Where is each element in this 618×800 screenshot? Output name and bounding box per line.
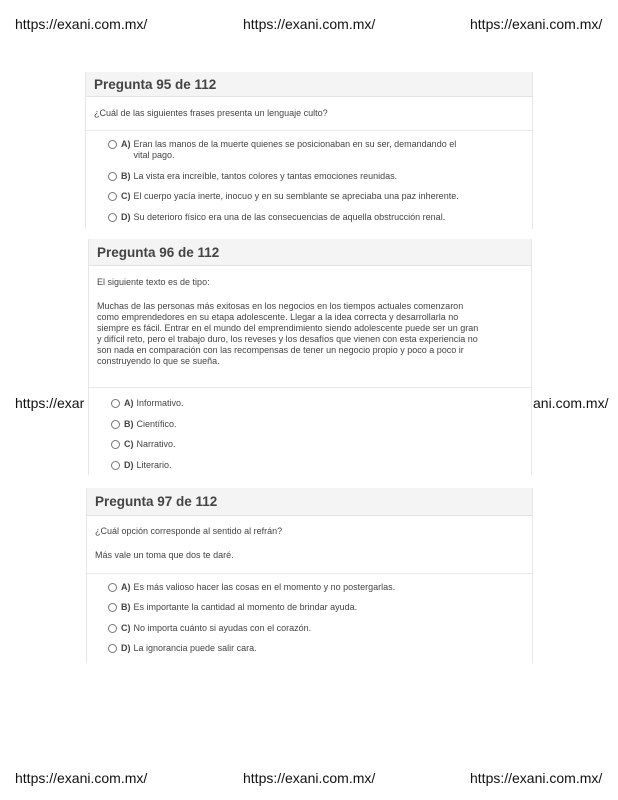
proverb-text: Más vale un toma que dos te daré. [95,550,234,560]
option-letter: D) [124,460,134,470]
radio-button[interactable] [108,172,117,181]
question-title: Pregunta 95 de 112 [86,72,532,97]
option-text: Informativo. [136,398,184,408]
option-b[interactable] [108,602,528,613]
option-text: Narrativo. [136,439,176,449]
option-letter: B) [121,171,131,181]
radio-button[interactable] [108,583,117,592]
radio-button[interactable] [111,440,120,449]
option-letter: D) [121,212,131,222]
question-text: El siguiente texto es de tipo: [97,277,210,287]
option-d[interactable] [108,643,528,654]
option-letter: A) [124,398,134,408]
option-text: La ignorancia puede salir cara. [133,643,257,653]
option-letter: C) [121,623,131,633]
option-text: No importa cuánto si ayudas con el corazón. [133,623,312,633]
option-c[interactable] [108,623,528,634]
radio-button[interactable] [108,603,117,612]
question-title: Pregunta 97 de 112 [87,488,532,516]
watermark-top-center: https://exani.com.mx/ [243,16,376,32]
option-d[interactable] [108,212,528,223]
watermark-top-left: https://exani.com.mx/ [15,16,148,32]
option-letter: C) [124,439,134,449]
option-letter: C) [121,191,131,201]
option-letter: B) [124,419,134,429]
option-letter: B) [121,602,131,612]
option-b[interactable] [108,171,528,182]
option-a[interactable] [108,582,528,593]
watermark-bottom-center: https://exani.com.mx/ [243,770,376,786]
question-title: Pregunta 96 de 112 [89,239,531,266]
option-text: Eran las manos de la muerte quienes se posicionaban en su ser, demandando el vital pago. [133,139,457,160]
question-card-97 [86,488,533,663]
watermark-bottom-left: https://exani.com.mx/ [15,770,148,786]
option-text: Literario. [136,460,172,470]
question-divider [87,573,532,574]
watermark-bottom-right: https://exani.com.mx/ [470,770,603,786]
radio-button[interactable] [111,461,120,470]
option-text: Es más valioso hacer las cosas en el momento y no postergarlas. [133,582,396,592]
option-a[interactable] [111,398,511,409]
question-text: ¿Cuál de las siguientes frases presenta un lenguaje culto? [94,108,328,118]
watermark-middle-right: ani.com.mx/ [533,395,609,411]
question-card-96 [88,239,532,475]
radio-button[interactable] [111,399,120,408]
question-divider [89,387,531,388]
option-letter: A) [121,139,131,149]
watermark-top-right: https://exani.com.mx/ [470,16,603,32]
option-text: Su deterioro físico era una de las consecuencias de aquella obstrucción renal. [133,212,446,222]
radio-button[interactable] [111,420,120,429]
option-text: Es importante la cantidad al momento de brindar ayuda. [133,602,358,612]
radio-button[interactable] [108,192,117,201]
option-text: Científico. [136,419,177,429]
option-text: El cuerpo yacía inerte, inocuo y en su semblante se apreciaba una paz inherente. [133,191,459,201]
reading-passage: Muchas de las personas más exitosas en los negocios en los tiempos actuales comenzaron como emprendedores en su etapa adolescente. Llegar a la idea correcta y desarrollarla no siempre es fácil. Entrar en el mundo del emprendimiento siendo adolescente puede ser un gran y difícil reto, pero el trabajo duro, los reveses y los desafíos que vienen con esta experiencia no son nada en comparación con las recompensas de tener un negocio propio y poco a poco ir construyendo lo que se sueña. [97,301,479,366]
radio-button[interactable] [108,140,117,149]
radio-button[interactable] [108,624,117,633]
radio-button[interactable] [108,213,117,222]
question-text: ¿Cuál opción corresponde al sentido al refrán? [95,526,283,536]
option-letter: A) [121,582,131,592]
watermark-middle-left: https://exar [15,395,85,411]
option-d[interactable] [111,460,511,471]
radio-button[interactable] [108,644,117,653]
option-c[interactable] [111,439,511,450]
option-c[interactable] [108,191,528,202]
option-a[interactable] [108,139,528,161]
option-b[interactable] [111,419,511,430]
option-text: La vista era increíble, tantos colores y tantas emociones reunidas. [133,171,398,181]
question-card-95 [85,72,533,229]
option-letter: D) [121,643,131,653]
question-divider [86,130,532,131]
